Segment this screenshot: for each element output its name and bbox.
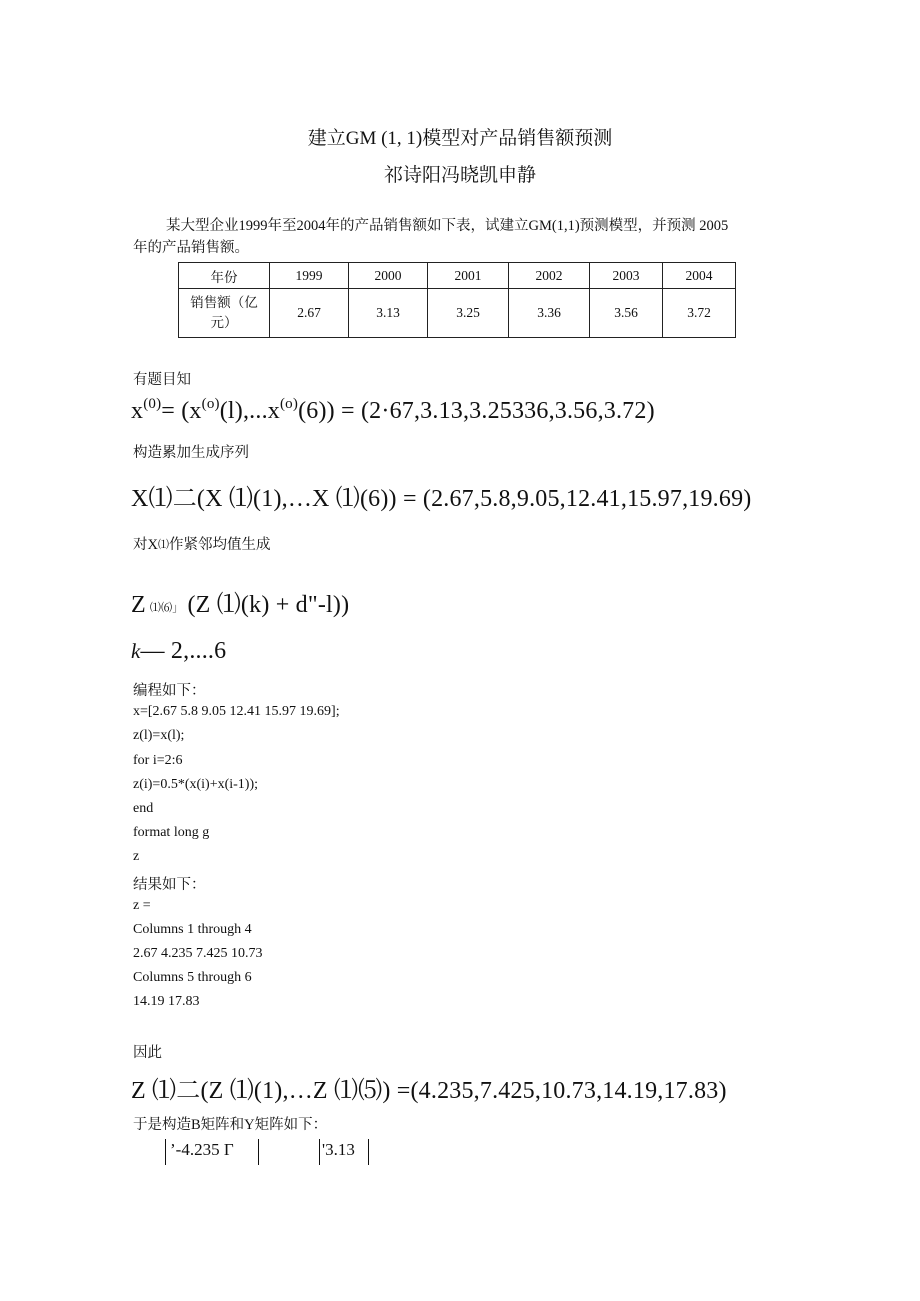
document-authors: 祁诗阳冯晓凯申静 [383,165,536,186]
table-row-label [179,289,270,338]
section-label-given: 有题目知 [133,372,191,388]
eq-part: (6)) = (2·67,3.13,3.25336,3.56,3.72) [298,398,655,424]
table-value-cell: 2.67 [270,289,349,338]
matrix-y-right-bracket [368,1139,369,1165]
section-label-accumulate: 构造累加生成序列 [133,445,249,461]
equation-x1: X⑴二(X ⑴(1),…X ⑴(6)) = (2.67,5.8,9.05,12.41,15.97,19.69) [131,486,752,512]
table-header-label: 年份 [179,263,270,289]
section-label-results: 结果如下： [133,877,206,893]
table-value-cell: 3.36 [509,289,590,338]
table-year-cell: 2003 [590,263,663,289]
eq-superscript: (o) [201,396,220,412]
label-small-part: ⑴ [157,539,169,551]
eq-part: = (x [161,398,202,424]
equation-z-def [131,584,349,619]
equation-x0 [131,398,655,425]
table-value-cell: 3.13 [349,289,428,338]
label-part: 作紧邻均值生成 [168,537,271,553]
sales-table [178,262,736,338]
table-year-cell: 1999 [270,263,349,289]
section-label-neighbor-mean [133,533,270,554]
result-line: 2.67 4.235 7.425 10.73 [133,946,263,961]
eq-part: (Z ⑴(k) + d"-l)) [187,592,350,618]
code-line: z(l)=x(l); [133,728,185,743]
eq-small-part: ⑴⑹」 [149,602,184,614]
equation-k-range [131,638,226,665]
result-line: Columns 1 through 4 [133,922,252,937]
table-value-row [179,289,736,338]
eq-superscript: (o) [279,396,299,412]
row-label-line1: 销售额（亿 [190,295,258,310]
table-value-cell: 3.56 [590,289,663,338]
table-header-row [179,263,736,289]
eq-superscript: (0) [143,396,162,412]
matrix-b-right-bracket [258,1139,259,1165]
eq-part: (l),...x [219,398,280,424]
section-label-therefore: 因此 [133,1045,162,1061]
eq-part: — 2,....6 [140,638,227,664]
intro-paragraph-line2: 年的产品销售额。 [133,240,249,256]
section-label-matrices: 于是构造B矩阵和Y矩阵如下： [133,1117,328,1133]
table-year-cell: 2001 [428,263,509,289]
matrix-y-left-bracket [319,1139,320,1165]
label-part: 对X [133,537,158,553]
equation-z1: Z ⑴二(Z ⑴(1),…Z ⑴⑸) =(4.235,7.425,10.73,14.19,17.83) [131,1078,727,1104]
matrix-b-left-bracket [165,1139,166,1165]
eq-part: Z [131,592,146,618]
table-year-cell: 2004 [663,263,736,289]
document-title: 建立GM (1, 1)模型对产品销售额预测 [307,128,613,149]
table-year-cell: 2002 [509,263,590,289]
table-year-cell: 2000 [349,263,428,289]
matrix-b-entry: ’-4.235 Γ [170,1140,234,1159]
row-label-line2: 元） [210,315,238,330]
intro-paragraph-line1: 某大型企业1999年至2004年的产品销售额如下表，试建立GM(1,1)预测模型，并预测 2005 [166,218,729,234]
code-line: z(i)=0.5*(x(i)+x(i-1)); [133,777,259,792]
result-line: 14.19 17.83 [133,994,200,1009]
result-line: Columns 5 through 6 [133,970,252,985]
code-line: format long g [133,825,210,840]
table-value-cell: 3.25 [428,289,509,338]
section-label-programming: 编程如下： [133,683,206,699]
result-line: z = [133,898,151,913]
eq-part: x [131,398,144,424]
code-line: x=[2.67 5.8 9.05 12.41 15.97 19.69]; [133,704,340,719]
eq-k: k [131,639,141,663]
table-value-cell: 3.72 [663,289,736,338]
code-line: for i=2:6 [133,753,183,768]
matrix-y-entry: '3.13 [322,1140,355,1159]
code-line: end [133,801,154,816]
code-line: z [133,849,140,864]
